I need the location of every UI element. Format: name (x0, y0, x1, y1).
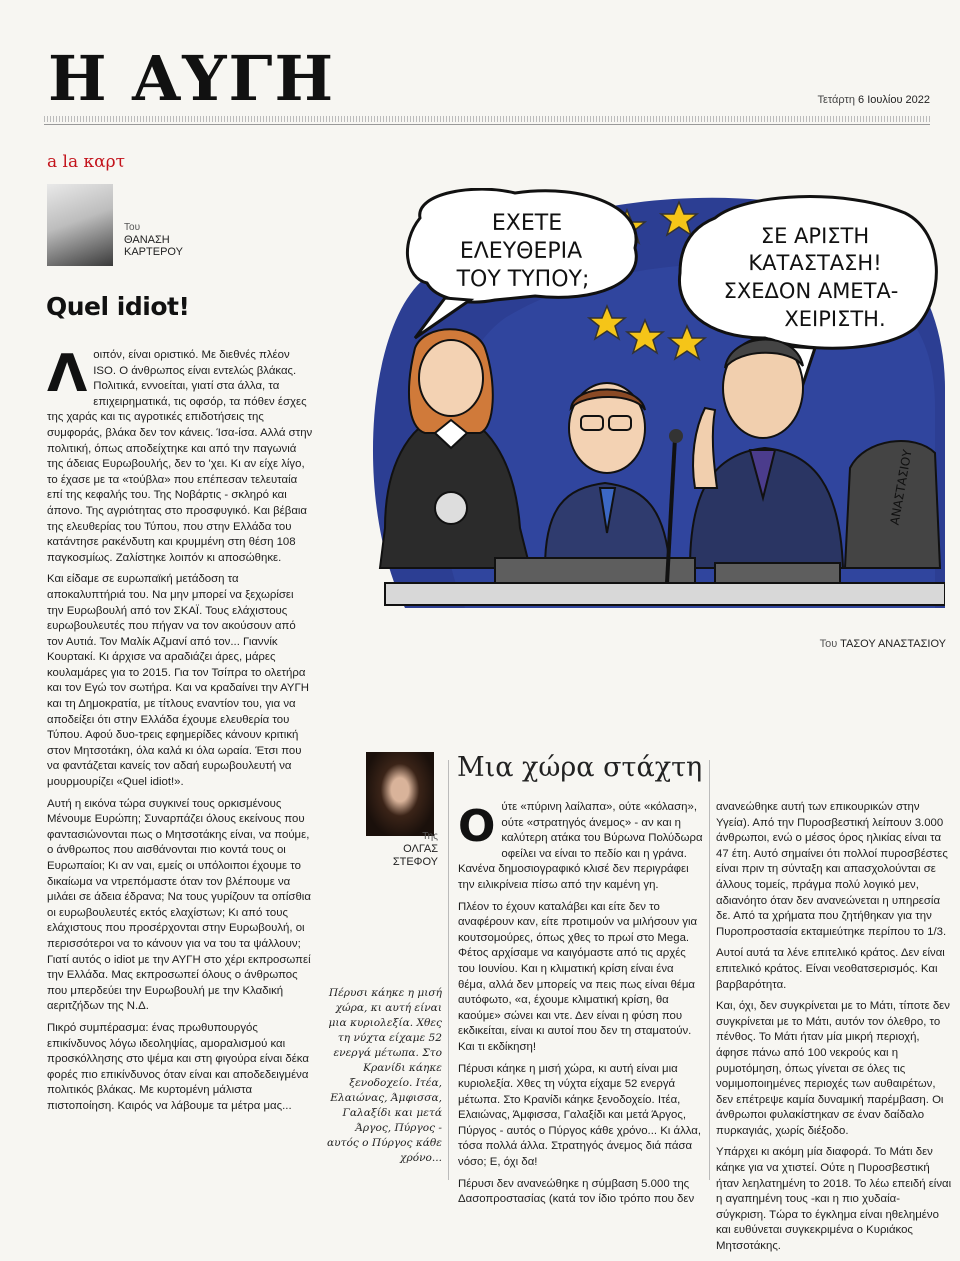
column-headline: Quel idiot! (46, 292, 190, 321)
bubble-left-line: ΤΟΥ ΤΥΠΟΥ; (456, 267, 590, 292)
byline-last-name: ΣΤΕΦΟΥ (392, 856, 438, 868)
paragraph-text: ύτε «πύρινη λαίλαπα», ούτε «κόλαση», ούτε «στρατηγός άνεμος» - αν και η καλύτερη ατάκα του Βύρωνα Πολύδωρα οφείλει να είναι το πεδίο και η γράνα. Κανένα δημοσιογραφικό κλισέ δεν περιγράφει την ειλικρίνεια πίσω από την καμένη γη. (458, 801, 703, 891)
editorial-cartoon (345, 188, 945, 620)
article-byline (326, 830, 438, 869)
bubble-right-line: ΣΧΕΔΟΝ ΑΜΕΤΑ- (723, 279, 899, 303)
column-paragraph (47, 344, 313, 566)
masthead-title: Η ΑΥΓΗ (48, 42, 336, 115)
author-photo (366, 752, 434, 836)
paragraph-text: οιπόν, είναι οριστικό. Με διεθνές πλέον ISO. Ο άνθρωπος είναι εντελώς βλάκας. Πολιτικά, εννοείται, γιατί στα άλλα, τα επιχειρηματικά, τις οφσόρ, τα πόθεν έσχες της χαράς και τις αγροτικές επιδοτήσεις της συμφοράς, βλάκα δεν τον κάνεις. Ίσα-ίσα. Αλλά στην πολιτική, όπως αποδείχτηκε και από την παγωνιά της άδειας Ευρωβουλής, δεν το 'χει. Κι αν είχε λίγο, το έχασε με τα «τούβλα» που επέπεσαν τελευταία επί της κεφαλής του. Της Νοβάρτις - σκληρό και άπονο. Της αγριότητας στο προσφυγικό. Και βέβαια της ελευθερίας του Τύπου, που στην Ελλάδα του κατάντησε ρακένδυτη και κρυμμένη στη θέση 108 παγκοσμίως. Ζαλίστηκε λοιπόν κι αποσώθηκε. (47, 349, 313, 564)
article-paragraph (458, 800, 704, 894)
article-paragraph: Πέρυσι κάηκε η μισή χώρα, κι αυτή είναι μια κυριολεξία. Χθες τη νύχτα είχαμε 52 ενεργά μέτωπα. Στο Κρανίδι κάηκε ξενοδοχείο. Ιτέα, Ελαιώνας, Άμφισσα, Γαλαξίδι και μετά Άργος, Πύργος - αυτός ο Πύργος κάθε χρόνο... Κι άλλα, τόσα πολλά άλλα. Στρατηγός άνεμος διά πάσα νόσο; Ε, όχι δα! (458, 1062, 702, 1169)
column-rubric: a la καρτ (47, 152, 126, 172)
cartoon-table (385, 583, 945, 605)
article-paragraph: Αυτοί αυτά τα λένε επιτελικό κράτος. Δεν είναι επιτελικό κράτος. Είναι νεοθατσερισμός. Και βαρβαρότητα. (716, 947, 945, 991)
bubble-left-line: ΕΛΕΥΘΕΡΙΑ (459, 239, 583, 264)
article-paragraph: Πλέον το έχουν καταλάβει και είτε δεν το αναφέρουν καν, είτε προτιμούν να μιλήσουν για κουτσομούρες, όπως χθες το πρωί στο Mega. Φέτος αρχίσαμε να καιγόμαστε από τις αρχές του Ιουνίου. Και η κλιματική κρίση είναι ένα θέμα, αλλά δεν μπορείς να πεις πως είναι θέμα αυτόφωτο, «α, έχουμε κλιματική κρίση, θα καούμε» σώνει και ντε. Δεν είναι η φύση που εκδικείται, είναι κι αυτοί που δεν τη σταματούν. Και τι εκδίκηση! (458, 900, 698, 1053)
column-byline (124, 222, 183, 258)
column-paragraph: Πικρό συμπέρασμα: ένας πρωθυπουργός επικίνδυνος λόγω ιδεοληψίας, αμοραλισμού και προσκόλλησης στο ψέμα και στη φιγούρα είναι δέκα φορές πιο επικίνδυνος όταν είναι και αποδεδειγμένα πολιτικός βλάκας. Με κυρτομένη μάλιστα πιστοποίηση. Καιρός να λάβουμε τα μέτρα μας... (47, 1021, 309, 1112)
column-paragraph: Αυτή η εικόνα τώρα συγκινεί τους ορκισμένους Μένουμε Ευρώπη; Συναρπάζει όλους εκείνους που φαντασιώνονται πως ο Μητσοτάκης είναι, να πούμε, ο άνθρωπος που αισθάνονται πιο κοντά τους οι Ευρωπαίοι; Κι αν ναι, εμείς οι υπόλοιποι έχουμε το δικαίωμα να ντρεπόμαστε όταν τον βλέπουμε να μιλάει σε άδεια έδρανα; Να τους γυρίζουν τα οπίσθια οι ευρωβουλευτές εκτός ελαχίστων; Κι από τους ελάχιστους που προσέρχονται στην Ευρωβουλή, οι περισσότεροι να το κάνουν για να του τα ψάλλουν; Γιατί αυτός ο idiot με την ΑΥΓΗ στο χέρι εκπροσωπεί την Ελλάδα. Μας εκπροσωπεί όλους ο άνθρωπος που μπερδεύει την Ευρωβουλή με την Κλαδική αεριτζήδων της Ν.Δ. (47, 797, 311, 1013)
author-photo (47, 184, 113, 266)
bubble-right-line: ΚΑΤΑΣΤΑΣΗ! (748, 251, 882, 275)
cartoon-signature: ΑΝΑΣΤΑΣΙΟΥ (887, 448, 915, 527)
cartoon-credit (820, 638, 946, 650)
byline-prefix: Του (124, 222, 141, 233)
article-paragraph: Υπάρχει κι ακόμη μία διαφορά. Το Μάτι δεν κάηκε για να χτιστεί. Ούτε η Πυροσβεστική ήταν λεηλατημένη το 2018. Το λέω επειδή είναι η αγαπημένη τους -και η πιο χυδαία- σύγκριση. Τώρα το έγκλημα είναι ηθελημένο και ευθύνεται συγκεκριμένα ο Κυριάκος Μητσοτάκης. (716, 1146, 952, 1253)
article-headline: Μια χώρα στάχτη (457, 752, 703, 783)
bubble-left-line: ΕΧΕΤΕ (491, 211, 563, 236)
byline-last-name: ΚΑΡΤΕΡΟΥ (124, 246, 183, 258)
article-paragraph: Και, όχι, δεν συγκρίνεται με το Μάτι, τίποτε δεν συγκρίνεται με το Μάτι, αυτόν τον όλεθρο, το πένθος. Το Μάτι ήταν μία μικρή περιοχή, άφησε πάνω από 100 νεκρούς και η ρυμοτόμηση, όπως γίνεται σε όλες τις νομιμοποιημένες περιοχές των αυθαιρέτων, δεν επέτρεψε καμία δυναμική παρέμβαση. Οι άνθρωποι φυλακίστηκαν σε έναν δαίδαλο πυρκαγιάς, χωρίς διέξοδο. (716, 1000, 950, 1137)
byline-first-name: ΘΑΝΑΣΗ (124, 234, 170, 246)
byline-prefix: Της (422, 831, 438, 842)
column-paragraph: Και είδαμε σε ευρωπαϊκή μετάδοση τα αποκαλυπτήριά του. Να μην μπορεί να ξεχωρίσει την Ευρωβουλή από τον ΣΚΑΪ. Τους ελάχιστους ευρωβουλευτές που πήγαν να τον ακούσουν από τον Αυτιά. Τον Μαλίκ Αζμανί από τον... Γιαννίκ Κουρτακί. Κι άρχισε να αραδιάζει άρες, μάρες κουλαμάρες για το 2015. Για τον Τσίπρα το ολετήρα και τον Εγώ τον σωτήρα. Και να κραδαίνει την ΑΥΓΗ και τη Δημοκρατία, με τίτλους εναντίον του, για να αποδείξει ότι στην Ελλάδα έχουμε ελευθερία του Τύπου. Αφού δυο-τρεις εφημερίδες κάνουν κριτική στον Μητσοτάκη, όλα καλά κι όλα ωραία. Έτσι που να φαντάζεται κανείς τον αδαή ευρωβουλευτή να μουρμουρίζει «Quel idiot!». (47, 573, 310, 789)
credit-prefix: Του (819, 638, 838, 650)
drop-cap: Ο (458, 801, 496, 852)
header-rule (44, 116, 930, 122)
article-column (716, 800, 952, 1261)
bubble-right-line: ΣΕ ΑΡΙΣΤΗ (760, 224, 870, 248)
credit-name: ΤΑΣΟΥ ΑΝΑΣΤΑΣΙΟΥ (840, 638, 946, 650)
issue-date (817, 94, 930, 106)
bubble-right-line: ΧΕΙΡΙΣΤΗ. (784, 307, 886, 331)
column-body (47, 344, 313, 1121)
column-divider (448, 760, 449, 1180)
byline-first-name: ΟΛΓΑΣ (403, 843, 438, 855)
article-column (458, 800, 704, 1214)
drop-cap: Λ (47, 344, 88, 404)
article-paragraph: ανανεώθηκε αυτή των επικουρικών στην Υγεία). Από την Πυροσβεστική λείπουν 3.000 άνθρωποι, ενώ ο μέσος όρος ηλικίας είναι τα 47 έτη. Αυτό σημαίνει ότι πολλοί πυροσβέστες είναι πριν τη σύνταξη και απασχολούνται σε άλλους τομείς, πράγμα πολύ λογικό μεν, αδιανόητο όταν δεν ανανεώνεται η υπηρεσία δε. Από τα χρήματα που ζητήθηκαν για την Πυροπροστασία εκταμιεύτηκε περίπου το 1/3. (716, 801, 948, 938)
article-paragraph: Πέρυσι δεν ανανεώθηκε η σύμβαση 5.000 της Δασοπροστασίας (κατά τον ίδιο τρόπο που δεν (458, 1177, 695, 1206)
date-prefix: Τετάρτη (817, 94, 855, 106)
date-value: 6 Ιουλίου 2022 (858, 94, 930, 106)
header-rule-thin (44, 124, 930, 125)
pull-quote: Πέρυσι κάηκε η μισή χώρα, κι αυτή είναι μια κυριολεξία. Χθες τη νύχτα είχαμε 52 ενεργά μέτωπα. Στο Κρανίδι κάηκε ξενοδοχείο. Ιτέα, Ελαιώνας, Άμφισσα, Γαλαξίδι και μετά Άργος, Πύργος - αυτός ο Πύργος κάθε χρόνο... (327, 987, 442, 1164)
column-divider (709, 760, 710, 1180)
